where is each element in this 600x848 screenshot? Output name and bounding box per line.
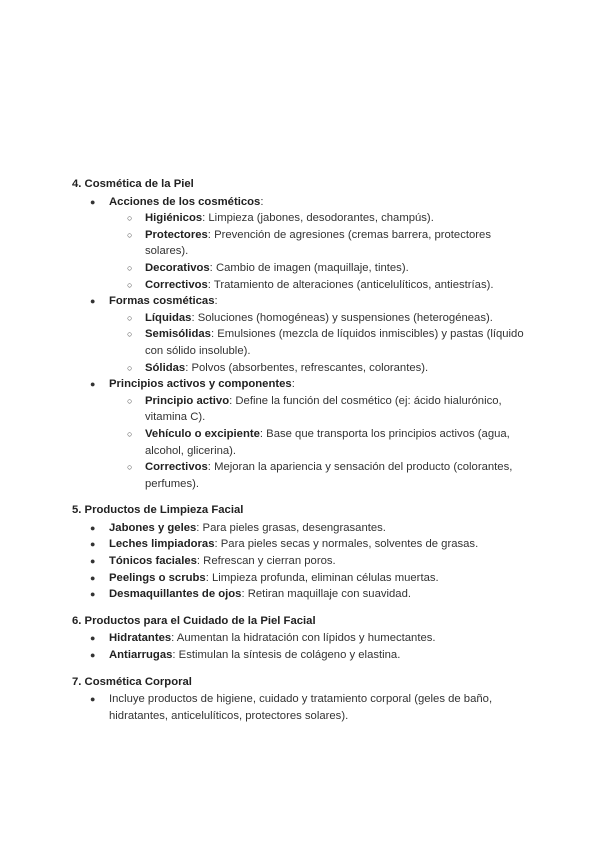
list-item <box>72 520 532 537</box>
list-item <box>72 630 532 647</box>
item-term: Correctivos <box>145 278 208 291</box>
circle-bullet-icon: ○ <box>127 362 133 373</box>
list-item <box>72 376 532 393</box>
sub-list-item <box>72 326 532 359</box>
item-term: Tónicos faciales <box>109 555 197 568</box>
bullet-icon: ● <box>90 572 96 583</box>
circle-bullet-icon: ○ <box>127 213 133 224</box>
item-term: Principio activo <box>145 394 230 407</box>
item-term: Semisólidas <box>145 328 211 341</box>
circle-bullet-icon: ○ <box>127 262 133 273</box>
bullet-icon: ● <box>90 296 96 307</box>
bullet-icon: ● <box>90 650 96 661</box>
sub-list-item <box>72 227 532 260</box>
section-cuidado-piel-facial <box>72 613 532 664</box>
item-desc: : <box>214 295 218 308</box>
item-desc: : Polvos (absorbentes, refrescantes, colorantes). <box>185 361 429 374</box>
section-heading: 4. Cosmética de la Piel <box>72 178 194 190</box>
circle-bullet-icon: ○ <box>127 395 133 406</box>
item-term: Líquidas <box>145 311 192 324</box>
item-desc: : <box>291 378 295 391</box>
item-term: Leches limpiadoras <box>109 538 215 551</box>
bullet-icon: ● <box>90 522 96 533</box>
item-desc: : Cambio de imagen (maquillaje, tintes). <box>209 261 409 274</box>
item-term: Antiarrugas <box>109 649 173 662</box>
sub-list-item <box>72 277 532 294</box>
sub-list-item <box>72 360 532 377</box>
circle-bullet-icon: ○ <box>127 279 133 290</box>
section-heading: 5. Productos de Limpieza Facial <box>72 504 244 517</box>
list-item <box>72 647 532 664</box>
item-term: Decorativos <box>145 261 210 274</box>
section-cosmetica-corporal <box>72 674 532 725</box>
item-desc: : Aumentan la hidratación con lípidos y humectantes. <box>171 632 436 645</box>
list-item <box>72 536 532 553</box>
circle-bullet-icon: ○ <box>127 428 133 439</box>
item-term: Formas cosméticas <box>109 295 215 308</box>
bullet-icon: ● <box>90 196 96 207</box>
list-item <box>72 691 532 724</box>
item-term: Higiénicos <box>145 212 203 225</box>
item-desc: Incluye productos de higiene, cuidado y tratamiento corporal (geles de baño, hidratantes, anticelulíticos, protectores solares). <box>109 693 493 722</box>
item-term: Jabones y geles <box>109 521 197 534</box>
section-cosmetica-piel <box>72 176 532 492</box>
list-item <box>72 570 532 587</box>
bullet-icon: ● <box>90 694 96 705</box>
item-term: Correctivos <box>145 461 208 474</box>
sub-list-item <box>72 210 532 227</box>
circle-bullet-icon: ○ <box>127 329 133 340</box>
bullet-icon: ● <box>90 539 96 550</box>
section-heading: 6. Productos para el Cuidado de la Piel Facial <box>72 614 316 627</box>
item-desc: : Limpieza (jabones, desodorantes, champús). <box>202 212 434 225</box>
item-desc: : Emulsiones (mezcla de líquidos inmiscibles) y pastas (líquido con sólido insoluble). <box>145 328 524 357</box>
list-item <box>72 293 532 310</box>
list-item <box>72 586 532 603</box>
item-desc: : Para pieles grasas, desengrasantes. <box>196 521 386 534</box>
item-desc: : Para pieles secas y normales, solventes de grasas. <box>214 538 479 551</box>
item-term: Sólidas <box>145 361 186 374</box>
section-heading: 7. Cosmética Corporal <box>72 675 192 688</box>
bullet-icon: ● <box>90 633 96 644</box>
item-desc: : Limpieza profunda, eliminan células muertas. <box>205 571 439 584</box>
item-term: Protectores <box>145 228 208 241</box>
item-desc: : Tratamiento de alteraciones (anticelulíticos, antiestrías). <box>207 278 494 291</box>
circle-bullet-icon: ○ <box>127 462 133 473</box>
section-limpieza-facial <box>72 502 532 603</box>
item-desc: : Estimulan la síntesis de colágeno y elastina. <box>172 649 401 662</box>
sub-list-item <box>72 459 532 492</box>
item-term: Acciones de los cosméticos <box>109 195 261 208</box>
item-desc: : Base que transporta los principios activos (agua, alcohol, glicerina). <box>145 427 510 457</box>
sub-list-item <box>72 393 532 426</box>
document-content <box>72 176 532 734</box>
list-item <box>72 553 532 570</box>
list-item <box>72 194 532 211</box>
item-desc: : <box>260 195 264 208</box>
sub-list-item <box>72 426 532 459</box>
item-desc: : Prevención de agresiones (cremas barrera, protectores solares). <box>145 228 491 258</box>
item-term: Peelings o scrubs <box>109 571 206 584</box>
item-desc: : Soluciones (homogéneas) y suspensiones (heterogéneas). <box>191 311 493 324</box>
item-desc: : Mejoran la apariencia y sensación del producto (colorantes, perfumes). <box>145 461 513 490</box>
item-desc: : Retiran maquillaje con suavidad. <box>241 588 412 601</box>
item-desc: : Define la función del cosmético (ej: ácido hialurónico, vitamina C). <box>145 394 502 424</box>
item-term: Hidratantes <box>109 632 172 645</box>
item-term: Desmaquillantes de ojos <box>109 588 242 601</box>
sub-list-item <box>72 310 532 327</box>
sub-list-item <box>72 260 532 277</box>
bullet-icon: ● <box>90 379 96 390</box>
item-term: Principios activos y componentes <box>109 378 292 391</box>
bullet-icon: ● <box>90 589 96 600</box>
item-desc: : Refrescan y cierran poros. <box>196 555 336 568</box>
item-term: Vehículo o excipiente <box>145 427 260 440</box>
bullet-icon: ● <box>90 556 96 567</box>
circle-bullet-icon: ○ <box>127 312 133 323</box>
circle-bullet-icon: ○ <box>127 229 133 240</box>
